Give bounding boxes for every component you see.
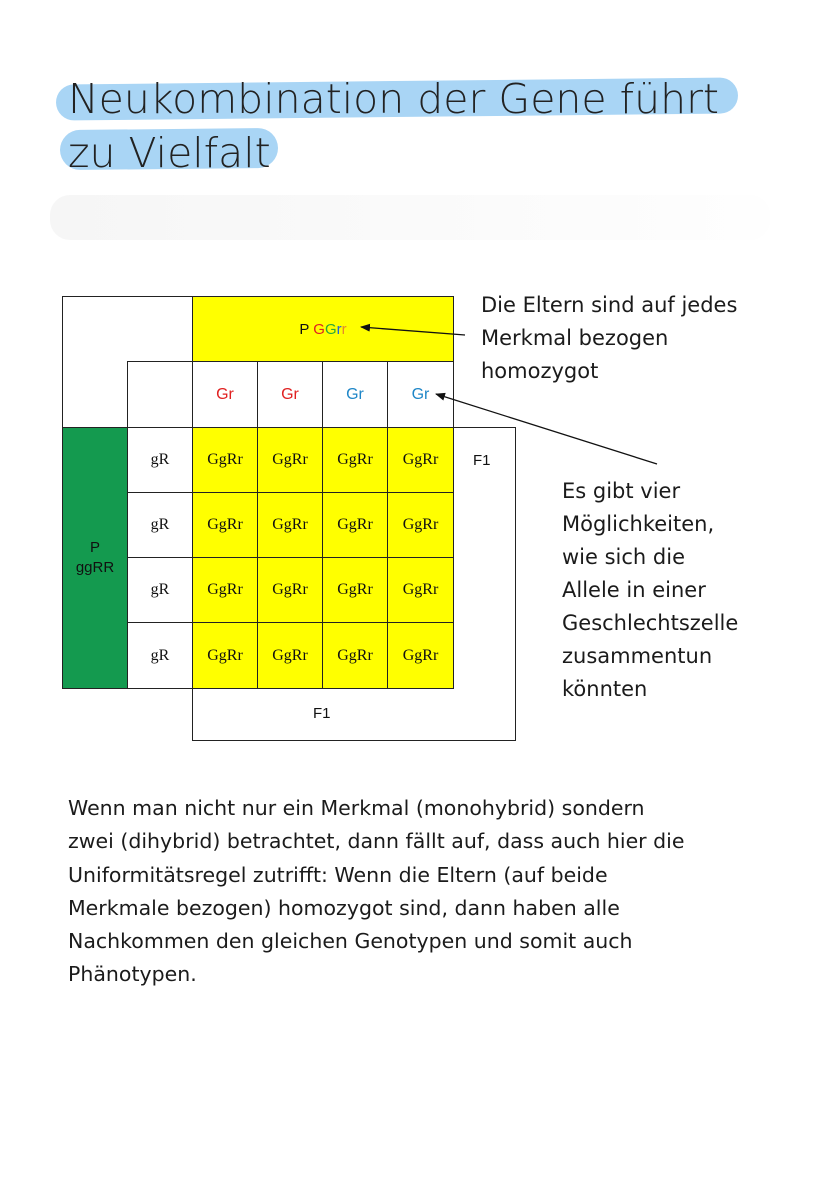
offspring-genotype: GgRr	[402, 516, 439, 533]
allele-letter: r	[336, 320, 342, 338]
note-homozygot	[481, 289, 781, 388]
title-line-1: Neukombination der Gene führt	[68, 75, 719, 123]
arrow-to-parent-top	[361, 327, 465, 335]
offspring-genotype: GgRr	[207, 516, 243, 533]
gamete-top-text: Gr	[411, 385, 430, 403]
note-line: wie sich die	[562, 545, 685, 569]
paragraph-line: Phänotypen.	[68, 962, 197, 987]
allele-letter: r	[341, 320, 347, 338]
note-line: zusammentun	[562, 644, 713, 668]
note-line: Allele in einer	[562, 578, 706, 602]
paragraph-line: Wenn man nicht nur ein Merkmal (monohybrid) sondern	[68, 796, 645, 820]
note-line: homozygot	[481, 359, 599, 383]
note-line: Möglichkeiten,	[562, 512, 715, 536]
arrow-to-gamete	[436, 394, 657, 464]
offspring-genotype: GgRr	[272, 451, 308, 468]
allele-letter: G	[324, 320, 337, 338]
parent-left-line2: ggRR	[75, 559, 115, 576]
offspring-genotype: GgRr	[272, 646, 308, 664]
offspring-genotype: GgRr	[337, 516, 373, 533]
note-moeglichkeiten	[562, 475, 802, 706]
note-line: Geschlechtszelle	[562, 611, 739, 635]
note-line: könnten	[562, 677, 648, 701]
title-line-2: zu Vielfalt	[68, 129, 271, 177]
note-line: Es gibt vier	[562, 479, 681, 503]
gamete-left-text: gR	[150, 646, 170, 664]
note-line: Merkmal bezogen	[481, 326, 669, 350]
offspring-genotype: GgRr	[272, 516, 308, 533]
offspring-genotype: GgRr	[337, 646, 373, 664]
parent-top-prefix: P	[299, 320, 314, 338]
offspring-genotype: GgRr	[207, 646, 243, 664]
offspring-genotype: GgRr	[402, 581, 439, 598]
f1-label-right: F1	[473, 452, 491, 469]
note-line: Die Eltern sind auf jedes	[481, 293, 738, 317]
offspring-genotype: GgRr	[402, 646, 439, 664]
allele-letter: G	[313, 320, 325, 338]
offspring-genotype: GgRr	[337, 451, 373, 468]
offspring-genotype: GgRr	[207, 581, 243, 598]
offspring-genotype: GgRr	[402, 451, 439, 468]
offspring-genotype: GgRr	[337, 581, 373, 598]
f1-label-bottom: F1	[313, 705, 331, 722]
paragraph-line: Nachkommen den gleichen Genotypen und somit auch	[68, 929, 633, 954]
gamete-left-text: gR	[150, 451, 170, 468]
parent-left-line1: P	[89, 539, 100, 556]
explanation-paragraph	[68, 792, 768, 992]
offspring-genotype: GgRr	[272, 581, 308, 598]
paragraph-line: Uniformitätsregel zutrifft: Wenn die Eltern (auf beide	[68, 862, 608, 887]
offspring-genotype: GgRr	[207, 451, 243, 468]
gamete-top-text: Gr	[281, 385, 299, 403]
gamete-top-text: Gr	[346, 385, 364, 403]
gamete-left-text: gR	[150, 516, 170, 533]
gamete-top-text: Gr	[216, 385, 234, 403]
paragraph-line: zwei (dihybrid) betrachtet, dann fällt auf, dass auch hier die	[68, 829, 685, 854]
paragraph-line: Merkmale bezogen) homozygot sind, dann haben alle	[68, 895, 620, 920]
gamete-left-text: gR	[150, 581, 170, 598]
